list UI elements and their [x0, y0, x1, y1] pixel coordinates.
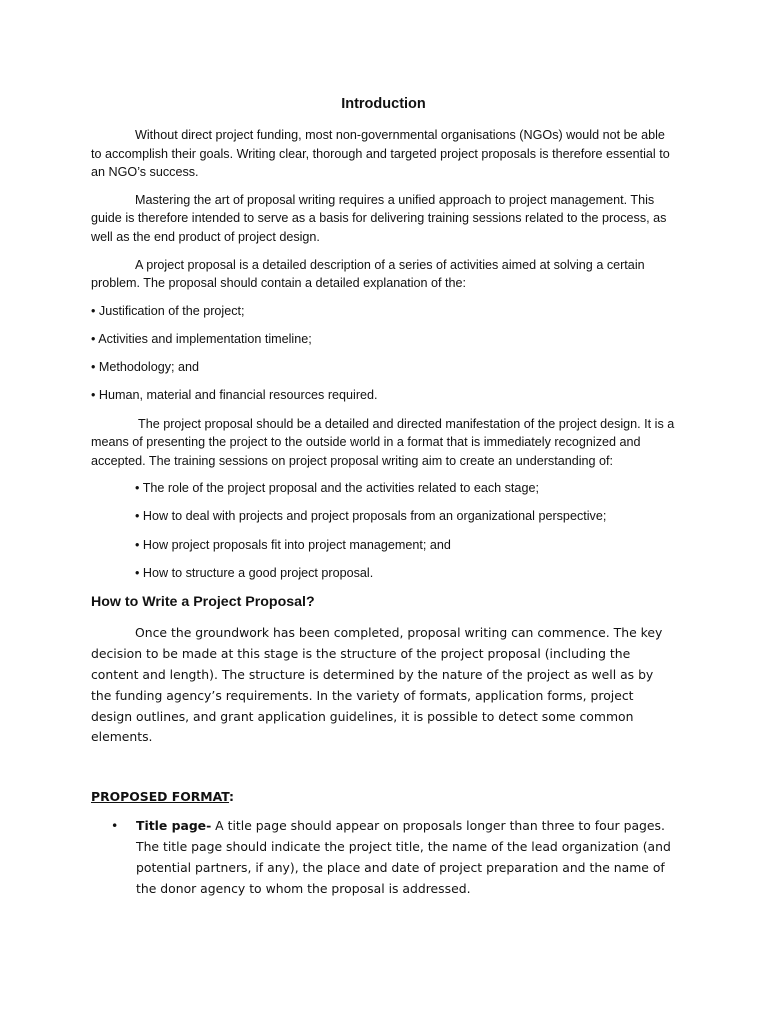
bullet-icon: • [135, 537, 140, 552]
list-item [135, 507, 676, 526]
list-item [91, 302, 676, 321]
intro-paragraph-3 [91, 256, 676, 293]
list-item-text: Justification of the project; [98, 303, 245, 318]
bullet-icon: • [135, 509, 140, 524]
proposed-format-heading [91, 787, 676, 807]
title-page-item [91, 816, 676, 899]
intro-paragraph-3-text: is a detailed description of a series of activities aimed at solving a certain problem. The proposal should contain a detailed explanation of the: [91, 257, 645, 291]
list-item-text: Activities and implementation timeline; [98, 331, 312, 346]
section-2-paragraph: Once the groundwork has been completed, proposal writing can commence. The key decision to be made at this stage is the structure of the project proposal (including the content and length). The structure is determined by the nature of the project as well as by the funding agency’s requirements. In the variety of formats, application forms, project design outlines, and grant application guidelines, it is possible to detect some common elements. [91, 625, 663, 745]
proposed-format-colon: : [229, 789, 234, 805]
intro-paragraph-2: Mastering the art of proposal writing requires a unified approach to project management. This guide is therefore intended to serve as a basis for delivering training sessions related to the process, as well as the end product of project design. [91, 192, 667, 244]
list-item-text: Methodology; and [98, 360, 200, 375]
justification-bullet-list [91, 302, 676, 405]
list-item [91, 330, 676, 349]
list-item-text: How to structure a good project proposal. [142, 565, 374, 580]
list-item [135, 479, 676, 498]
list-item [91, 358, 676, 377]
list-item [135, 564, 676, 583]
bullet-icon: • [91, 331, 96, 346]
project-proposal-term: A project proposal [135, 257, 236, 272]
list-item-text: Human, material and financial resources required. [98, 388, 378, 403]
intro-paragraph-1: Without direct project funding, most non-governmental organisations (NGOs) would not be able to accomplish their goals. Writing clear, thorough and targeted project proposals is therefore essential to an NGO’s success. [91, 128, 670, 180]
list-item-text: How to deal with projects and project proposals from an organizational perspective; [142, 509, 607, 524]
intro-paragraph-4: The project proposal should be a detailed and directed manifestation of the project design. It is a means of presenting the project to the outside world in a format that is immediately recognized and accepted. The training sessions on project proposal writing aim to create an understanding of: [91, 416, 675, 468]
title-page-term: Title page- [136, 818, 212, 834]
list-item-text: The role of the project proposal and the activities related to each stage; [142, 481, 539, 496]
list-item-text: How project proposals fit into project management; and [142, 537, 451, 552]
bullet-icon: • [91, 303, 96, 318]
bullet-icon: • [91, 360, 96, 375]
training-bullet-list [91, 479, 676, 582]
section-2-body [91, 623, 676, 748]
list-item [135, 536, 676, 555]
proposed-format-label: PROPOSED FORMAT [91, 789, 230, 805]
section-title-introduction: Introduction [341, 96, 426, 112]
bullet-icon: • [135, 481, 140, 496]
title-page-description: A title page should appear on proposals longer than three to four pages. The title page should indicate the project title, the name of the lead organization (and potential partners, if any), the place and date of project preparation and the name of the donor agency to whom the proposal is addressed. [136, 818, 671, 896]
list-item [91, 386, 676, 405]
section-heading-how-to-write: How to Write a Project Proposal? [91, 594, 315, 611]
bullet-icon: • [91, 388, 96, 403]
bullet-icon: • [135, 565, 140, 580]
bullet-icon: • [111, 818, 119, 834]
